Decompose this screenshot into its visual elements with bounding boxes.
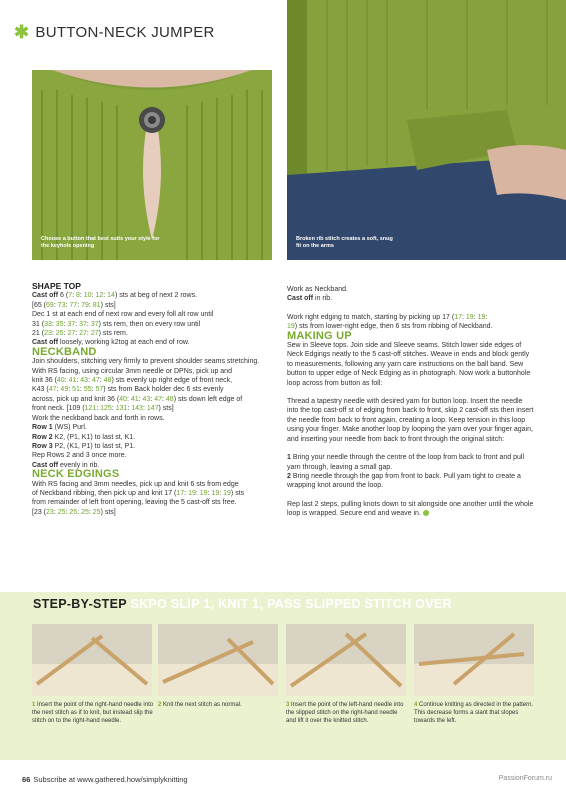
photo-sleeve (287, 0, 566, 260)
neck-illustration (32, 70, 272, 260)
making-up-heading: MAKING UP (287, 329, 352, 342)
neckband-row: Row 3 P2, (K1, P1) to last st, P1. (32, 442, 136, 450)
step-image-3 (286, 624, 406, 696)
step-by-step-title: STEP-BY-STEP SKPO SLIP 1, KNIT 1, PASS SLIPPED STITCH OVER (33, 597, 452, 611)
photo-caption-left: Choose a button that best suits your style for the keyhole opening (41, 236, 160, 249)
neckband-para: Rep Rows 2 and 3 once more. (32, 452, 127, 460)
step-image-2 (158, 624, 278, 696)
neckband-para: knit 36 (40: 41: 43: 47: 48) sts evenly up right edge of front neck, (32, 377, 233, 385)
right-para: Cast off in rib. (287, 295, 333, 303)
neckband-para: across, pick up and knit 36 (40: 41: 43: 47: 48) sts down left edge of (32, 395, 243, 403)
neck-edgings-heading: NECK EDGINGS (32, 468, 120, 481)
making-up-para: Thread a tapestry needle with desired yarn for button loop. Insert the needle into the top cast-off st of edging from back to front, skip 2 cast-off sts then insert the needle from back to front again, creating a loop. Keep tension in this loop using your finger. Make another loop by looping the yarn over your finger again, and inserting your needle from back to front through the original stitch: (287, 398, 534, 443)
knitting-needles-icon (32, 624, 152, 696)
making-up-para: Rep last 2 steps, pulling knots down to sit alongside one another until the whole loop is wrapped. Secure end and weave in. (287, 500, 534, 518)
right-column (287, 285, 535, 519)
neckband-para: With RS facing, using circular 3mm needle or DPNs, pick up and (32, 367, 232, 375)
making-up-step: 1 Bring your needle through the centre of the loop from back to front and pull yarn through, leaving a small gap. (287, 454, 524, 471)
step-text-4: 4 Continue knitting as directed in the pattern. This decrease forms a slant that slopes towards the left. (414, 702, 534, 724)
neckband-para: K43 (47: 49: 51: 55: 57) sts from Back holder dec 6 sts evenly (32, 386, 224, 394)
neckband-para: front neck. [109 (121: 125: 131: 143: 147) sts] (32, 405, 174, 413)
knitting-needles-icon (414, 624, 534, 696)
neckband-row: Row 1 (WS) Purl. (32, 424, 87, 432)
page-title: BUTTON-NECK JUMPER (35, 24, 215, 41)
step-text-1: 1 Insert the point of the right-hand needle into the next stitch as if to knit, but instead slip the stitch on to the right-hand needle. (32, 702, 154, 724)
neckband-heading: NECKBAND (32, 345, 97, 358)
knitting-needles-icon (158, 624, 278, 696)
neckband-row: Row 2 K2, (P1, K1) to last st, K1. (32, 433, 136, 441)
neck-edgings-para: With RS facing and 3mm needles, pick up and knit 6 sts from edge (32, 480, 239, 488)
neckband-para: Join shoulders, stitching very firmly to prevent shoulder seams stretching. (32, 358, 260, 366)
shape-top-line: Dec 1 st at each end of next row and every foll alt row until (32, 311, 214, 319)
step-text-2: 2 Knit the next stitch as normal. (158, 702, 242, 708)
right-para: 19) sts from lower-right edge, then 6 sts from ribbing of Neckband. (287, 323, 493, 331)
neck-edgings-para: [23 (23: 25: 25: 25: 25) sts] (32, 508, 116, 516)
neck-edgings-para: from remainder of left front opening, leaving the 5 cast-off sts free. (32, 499, 237, 507)
neck-edgings-para: of Neckband ribbing, then pick up and knit 17 (17: 19: 19: 19: 19) sts (32, 489, 245, 497)
watermark: PassionForum.ru (498, 775, 552, 782)
step-image-1 (32, 624, 152, 696)
step-text-3: 3 Insert the point of the left-hand needle into the slipped stitch on the right-hand needle and lift it over the knitted stitch. (286, 702, 404, 724)
neckband-row: Cast off evenly in rib. (32, 461, 100, 469)
shape-top-line: [65 (69: 73: 77: 79: 81) sts] (32, 301, 116, 309)
making-up-step: 2 Bring needle through the gap from front to back. Pull yarn tight to create a wrapping knot around the loop. (287, 472, 521, 490)
subscribe-link[interactable]: Subscribe at www.gathered.how/simplyknitting (33, 775, 188, 784)
page-footer (22, 775, 188, 784)
shape-top-line: 31 (33: 35: 37: 37: 37) sts rem, then on every row until (32, 320, 201, 328)
end-mark-icon (423, 510, 429, 516)
knitting-needles-icon (286, 624, 406, 696)
step-image-4 (414, 624, 534, 696)
asterisk-icon: ✱ (14, 22, 30, 42)
making-up-para: Sew in Sleeve tops. Join side and Sleeve seams. Stitch lower side edges of Neck Edgings neatly to the 5 cast-off stitches. Weave in ends and block gently to measurements, following any yarn care instructions on the ball band. Sew button to upper edge of Neck Edging as in photograph. Now work a buttonhole loop across from button as foll: (287, 342, 531, 387)
shape-top-line: 21 (23: 25: 27: 27: 27) sts rem. (32, 330, 128, 338)
sleeve-illustration (287, 0, 566, 260)
shape-top-line: Cast off loosely, working k2tog at each end of row. (32, 339, 190, 347)
shape-top-line: Cast off 6 (7: 8: 10: 12: 14) sts at beg of next 2 rows. (32, 292, 198, 300)
left-column (32, 282, 274, 517)
photo-caption-right: Broken rib stitch creates a soft, snug fit on the arms (296, 236, 393, 249)
page-number: 66 (22, 775, 31, 784)
photo-neck-button (32, 70, 272, 260)
right-para: Work as Neckband. (287, 286, 348, 293)
page-header (14, 22, 215, 43)
neckband-para: Work the neckband back and forth in rows. (32, 414, 165, 422)
shape-top-heading: SHAPE TOP (32, 281, 81, 291)
right-para: Work right edging to match, starting by picking up 17 (17: 19: 19: (287, 313, 488, 321)
